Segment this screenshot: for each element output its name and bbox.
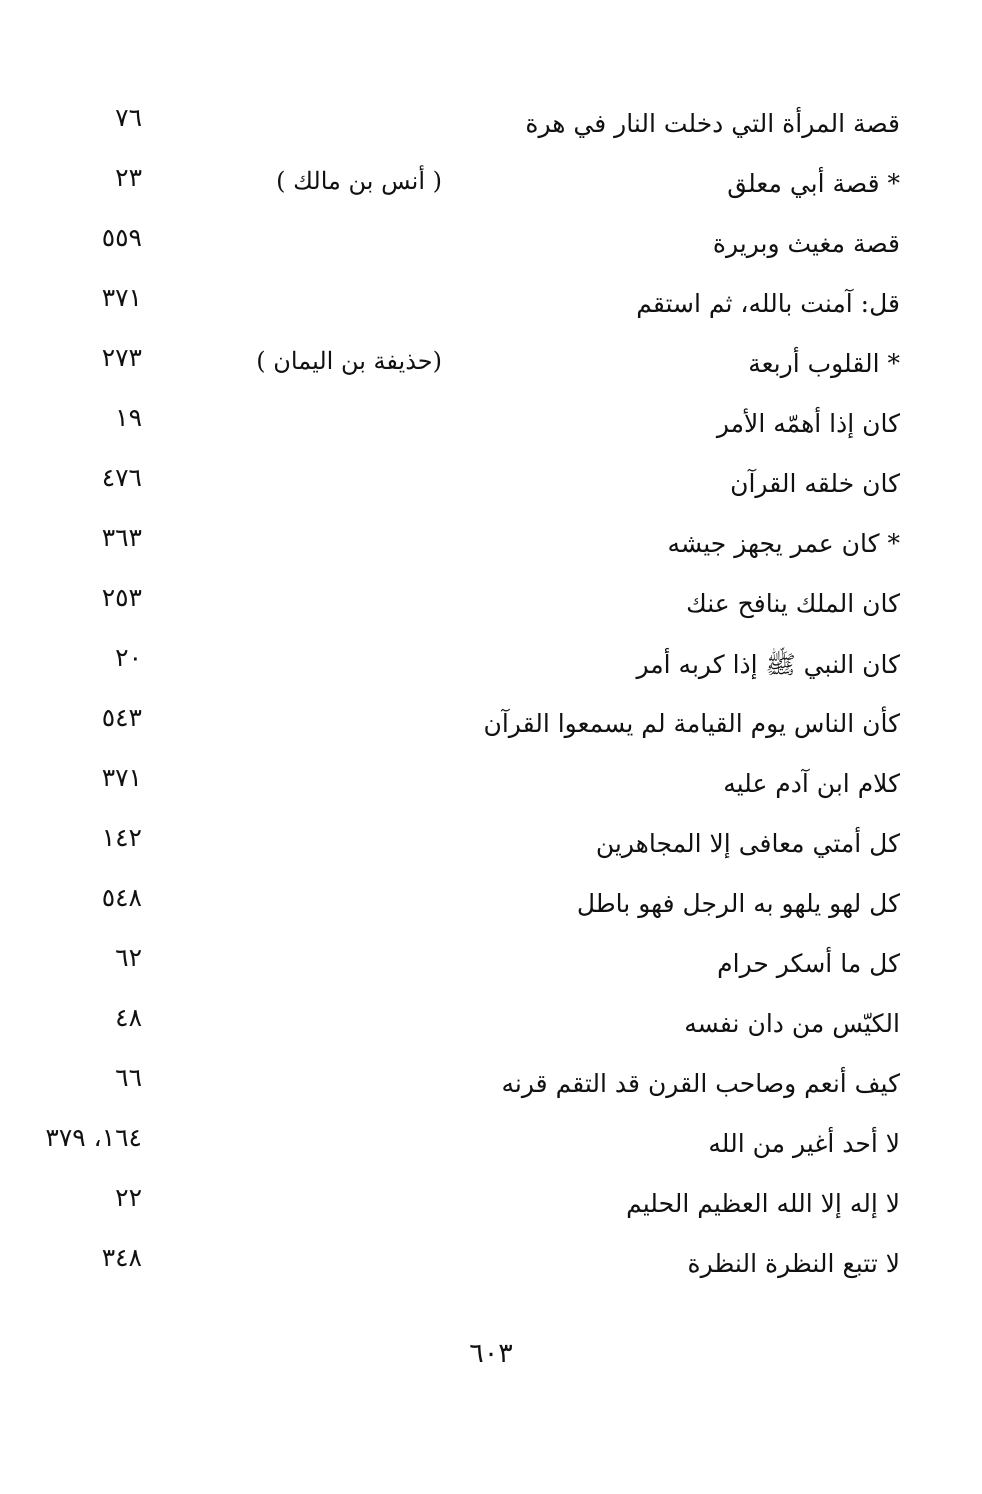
index-row	[0, 1175, 982, 1235]
entry-title: كل لهو يلهو به الرجل فهو باطل	[576, 889, 900, 918]
index-row	[0, 935, 982, 995]
entry-narrator: (حذيفة بن اليمان )	[256, 347, 442, 375]
entry-page-ref: ٤٨	[115, 1003, 142, 1032]
entry-page-ref: ٥٤٣	[101, 703, 142, 732]
index-row	[0, 95, 982, 155]
entry-title: كيف أنعم وصاحب القرن قد التقم قرنه	[501, 1069, 900, 1098]
entry-page-ref: ٣٦٣	[101, 523, 142, 552]
entry-title: كان إذا أهمّه الأمر	[716, 409, 900, 438]
entry-title: لا أحد أغير من الله	[708, 1129, 900, 1158]
entry-title: قل: آمنت بالله، ثم استقم	[636, 289, 900, 318]
entry-page-ref: ٢٣	[115, 163, 142, 192]
index-row	[0, 815, 982, 875]
index-row	[0, 635, 982, 695]
entry-title: لا تتبع النظرة النظرة	[687, 1249, 900, 1278]
entry-title: الكيّس من دان نفسه	[684, 1009, 900, 1038]
entry-page-ref: ٣٧١	[101, 763, 142, 792]
page-number: ٦٠٣	[469, 1338, 513, 1369]
entry-title: * كان عمر يجهز جيشه	[667, 529, 900, 558]
index-row	[0, 575, 982, 635]
entry-title: كلام ابن آدم عليه	[723, 769, 900, 798]
entry-page-ref: ٢٠	[115, 643, 142, 672]
entry-page-ref: ٦٦	[115, 1063, 142, 1092]
entry-page-ref: ٣٧١	[101, 283, 142, 312]
entry-page-ref: ١٤٢	[101, 823, 142, 852]
entry-title: * القلوب أربعة	[748, 349, 900, 378]
entry-title: كل ما أسكر حرام	[717, 949, 900, 978]
entry-page-ref: ٤٧٦	[101, 463, 142, 492]
entry-page-ref: ٢٥٣	[101, 583, 142, 612]
index-row	[0, 215, 982, 275]
entry-narrator: ( أنس بن مالك )	[276, 167, 442, 195]
entry-page-ref: ٧٦	[115, 103, 142, 132]
entry-page-ref: ٦٢	[115, 943, 142, 972]
entry-page-ref: ٣٤٨	[101, 1243, 142, 1272]
entry-page-ref: ١٦٤، ٣٧٩	[45, 1123, 142, 1152]
entry-page-ref: ٢٢	[115, 1183, 142, 1212]
index-row	[0, 755, 982, 815]
index-row	[0, 335, 982, 395]
entry-title: كأن الناس يوم القيامة لم يسمعوا القرآن	[483, 709, 900, 738]
hadith-index-list	[0, 95, 982, 1295]
index-row	[0, 515, 982, 575]
index-row	[0, 875, 982, 935]
entry-page-ref: ٥٥٩	[101, 223, 142, 252]
index-row	[0, 1115, 982, 1175]
index-row	[0, 1235, 982, 1295]
entry-page-ref: ٥٤٨	[101, 883, 142, 912]
entry-page-ref: ١٩	[115, 403, 142, 432]
entry-title: كان خلقه القرآن	[730, 469, 900, 498]
index-row	[0, 995, 982, 1055]
index-row	[0, 275, 982, 335]
entry-title: قصة المرأة التي دخلت النار في هرة	[525, 109, 900, 138]
entry-title: كل أمتي معافى إلا المجاهرين	[595, 829, 900, 858]
entry-title: * قصة أبي معلق	[727, 169, 900, 198]
index-row	[0, 155, 982, 215]
entry-page-ref: ٢٧٣	[101, 343, 142, 372]
index-row	[0, 695, 982, 755]
entry-title: كان النبي ﷺ إذا كربه أمر	[636, 650, 900, 679]
entry-title: قصة مغيث وبريرة	[712, 229, 900, 258]
index-row	[0, 395, 982, 455]
entry-title: كان الملك ينافح عنك	[686, 589, 900, 618]
index-row	[0, 455, 982, 515]
index-row	[0, 1055, 982, 1115]
entry-title: لا إله إلا الله العظيم الحليم	[626, 1189, 900, 1218]
